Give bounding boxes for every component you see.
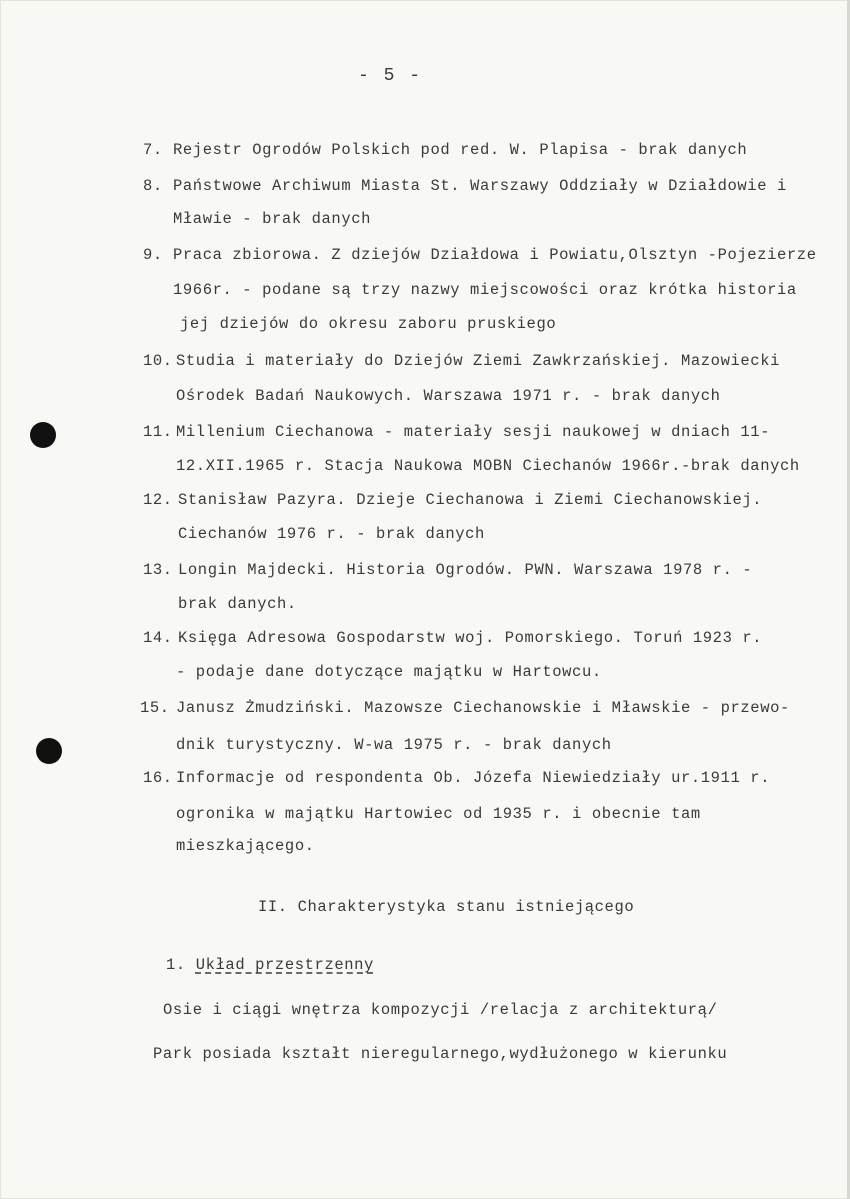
entry-number: 10. — [143, 352, 173, 370]
entry-number: 11. — [143, 423, 173, 441]
entry-line: Praca zbiorowa. Z dziejów Działdowa i Powiatu,Olsztyn -Pojezierze — [173, 246, 817, 264]
entry-line: 1966r. - podane są trzy nazwy miejscowości oraz krótka historia — [173, 281, 797, 299]
entry-line: Studia i materiały do Dziejów Ziemi Zawkrzańskiej. Mazowiecki — [176, 352, 780, 370]
entry-line: dnik turystyczny. W-wa 1975 r. - brak danych — [176, 736, 612, 754]
entry-line: - podaje dane dotyczące majątku w Hartowcu. — [176, 663, 602, 681]
entry-line: Księga Adresowa Gospodarstw woj. Pomorskiego. Toruń 1923 r. — [178, 629, 763, 647]
entry-line: Rejestr Ogrodów Polskich pod red. W. Plapisa - brak danych — [173, 141, 748, 159]
entry-number: 12. — [143, 491, 173, 509]
entry-line: jej dziejów do okresu zaboru pruskiego — [180, 315, 557, 333]
entry-line: Państwowe Archiwum Miasta St. Warszawy Oddziały w Działdowie i — [173, 177, 787, 195]
entry-line: Stanisław Pazyra. Dzieje Ciechanowa i Ziemi Ciechanowskiej. — [178, 491, 763, 509]
entry-number: 14. — [143, 629, 173, 647]
subsection-title: Układ przestrzenny — [195, 956, 374, 974]
body-line: Park posiada kształt nieregularnego,wydłużonego w kierunku — [153, 1045, 728, 1063]
entry-number: 9. — [143, 246, 163, 264]
subsection-number: 1. — [166, 956, 186, 974]
entry-line: Ciechanów 1976 r. - brak danych — [178, 525, 485, 543]
subsection-heading — [166, 956, 374, 974]
body-line: Osie i ciągi wnętrza kompozycji /relacja z architekturą/ — [163, 1001, 718, 1019]
entry-line: ogronika w majątku Hartowiec od 1935 r. i obecnie tam — [176, 805, 701, 823]
entry-line: brak danych. — [178, 595, 297, 613]
entry-line: mieszkającego. — [176, 837, 315, 855]
entry-line: Ośrodek Badań Naukowych. Warszawa 1971 r. - brak danych — [176, 387, 721, 405]
entry-line: 12.XII.1965 r. Stacja Naukowa MOBN Ciechanów 1966r.-brak danych — [176, 457, 800, 475]
entry-line: Millenium Ciechanowa - materiały sesji naukowej w dniach 11- — [176, 423, 771, 441]
entry-line: Longin Majdecki. Historia Ogrodów. PWN. Warszawa 1978 r. - — [178, 561, 753, 579]
entry-number: 13. — [143, 561, 173, 579]
entry-line: Informacje od respondenta Ob. Józefa Niewiedziały ur.1911 r. — [176, 769, 771, 787]
punch-hole-top — [30, 422, 56, 448]
punch-hole-bottom — [36, 738, 62, 764]
entry-number: 16. — [143, 769, 173, 787]
page-number: - 5 - — [357, 66, 422, 86]
entry-number: 7. — [143, 141, 163, 159]
entry-line: Mławie - brak danych — [173, 210, 372, 228]
entry-line: Janusz Żmudziński. Mazowsze Ciechanowskie i Mławskie - przewo- — [176, 699, 790, 717]
entry-number: 8. — [143, 177, 163, 195]
section-heading: II. Charakterystyka stanu istniejącego — [258, 898, 635, 916]
entry-number: 15. — [140, 699, 170, 717]
